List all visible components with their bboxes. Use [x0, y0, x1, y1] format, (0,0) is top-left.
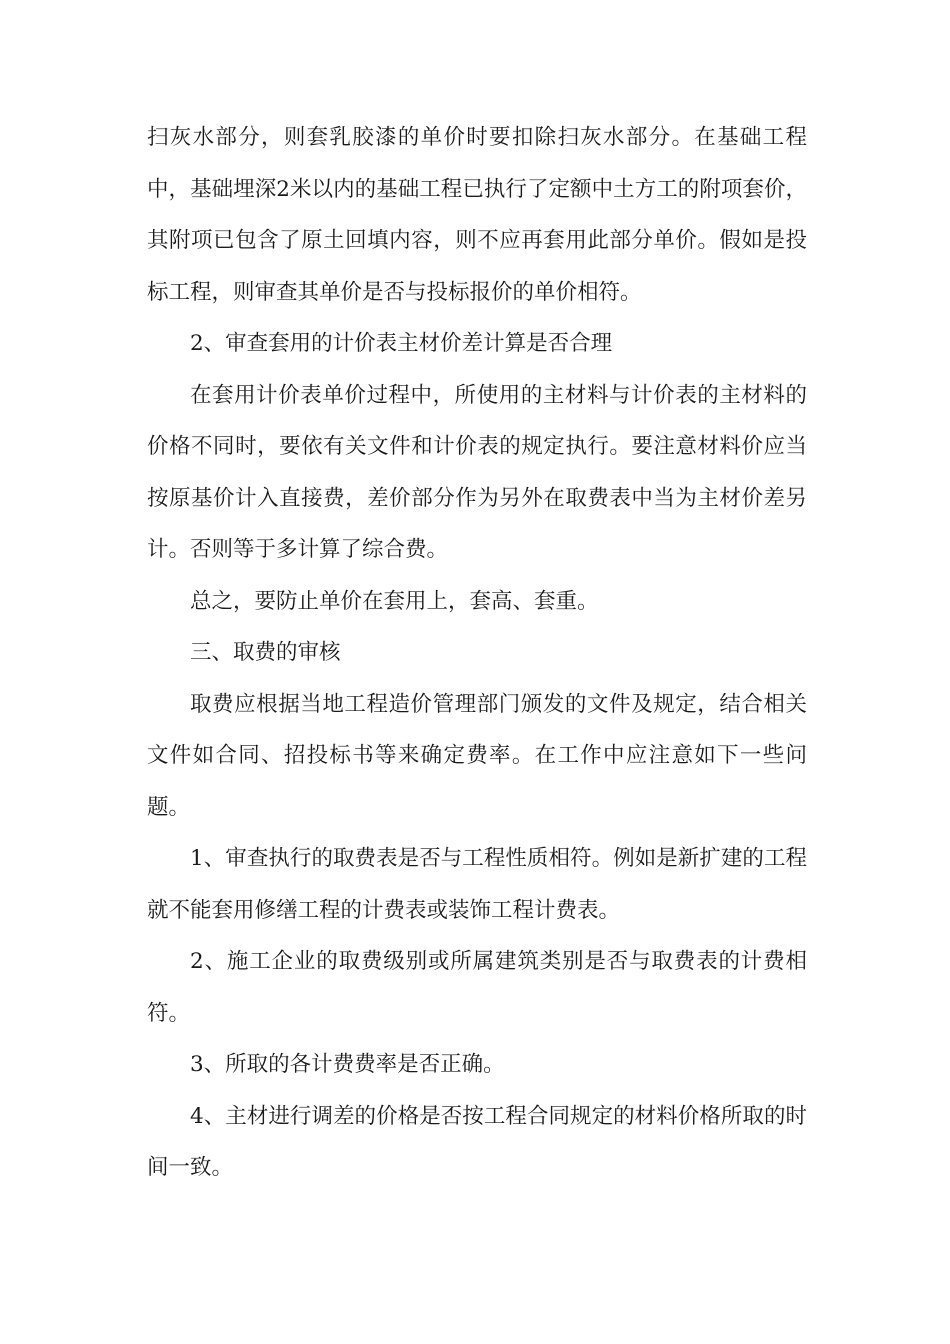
paragraph-fee-basis: 取费应根据当地工程造价管理部门颁发的文件及规定，结合相关文件如合同、招投标书等来确定费率。在工作中应注意如下一些问题。	[147, 691, 807, 820]
paragraph-continuation: 扫灰水部分，则套乳胶漆的单价时要扣除扫灰水部分。在基础工程中，基础埋深2米以内的基础工程已执行了定额中土方工的附项套价，其附项已包含了原土回填内容，则不应再套用此部分单价。假如是投标工程，则审查其单价是否与投标报价的单价相符。	[147, 125, 807, 305]
paragraph-heading-2: 2、审查套用的计价表主材价差计算是否合理	[190, 331, 613, 356]
list-item-3: 3、所取的各计费费率是否正确。	[190, 1052, 505, 1077]
paragraph-main-material-price: 在套用计价表单价过程中，所使用的主材料与计价表的主材料的价格不同时，要依有关文件和计价表的规定执行。要注意材料价应当按原基价计入直接费，差价部分作为另外在取费表中当为主材价差另计。否则等于多计算了综合费。	[147, 382, 807, 562]
document-body	[147, 112, 807, 1194]
list-item-4: 4、主材进行调差的价格是否按工程合同规定的材料价格所取的时间一致。	[147, 1103, 807, 1180]
list-item-2: 2、施工企业的取费级别或所属建筑类别是否与取费表的计费相符。	[147, 949, 807, 1026]
list-item-1: 1、审查执行的取费表是否与工程性质相符。例如是新扩建的工程就不能套用修缮工程的计费表或装饰工程计费表。	[147, 846, 807, 923]
section-heading-fee-review: 三、取费的审核	[190, 640, 341, 665]
paragraph-summary: 总之，要防止单价在套用上，套高、套重。	[190, 588, 599, 614]
